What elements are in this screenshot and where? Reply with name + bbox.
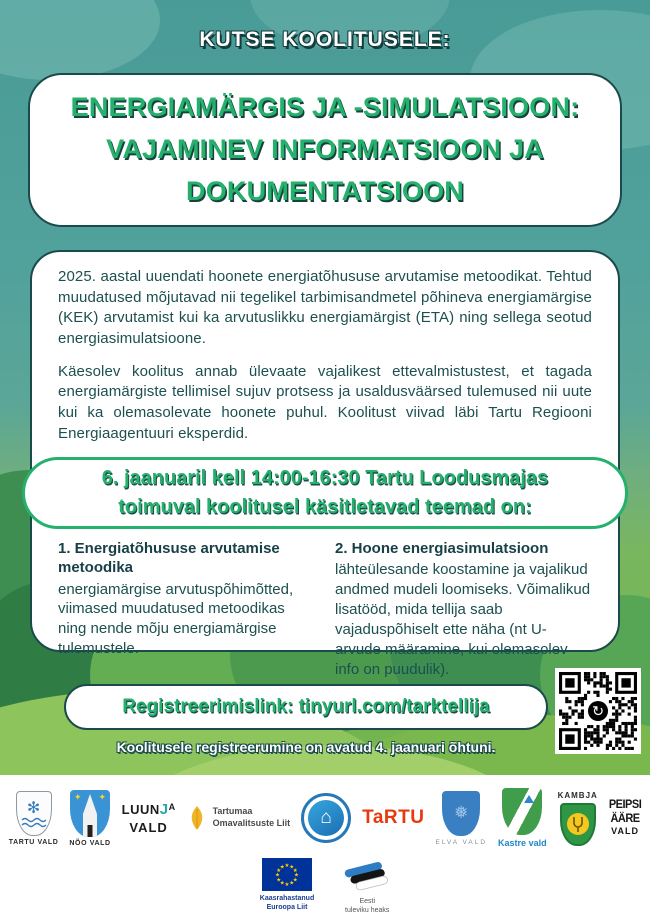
estonian-swallow-icon [344, 858, 390, 894]
qr-center-arrow-icon: ↻ [591, 704, 605, 721]
invitation-badge: KUTSE KOOLITUSELE: [199, 28, 451, 51]
svg-text:★: ★ [289, 880, 295, 887]
logo-luunja-vald [122, 802, 176, 834]
tartu-wordmark: TaRTU [362, 807, 425, 828]
logo-noo-vald [69, 790, 110, 847]
content-box [30, 250, 620, 678]
logo-caption: Kastre vald [498, 838, 547, 848]
logo-tartu-energiaagentuur [301, 793, 351, 843]
registration-deadline: Koolitusele registreerumine on avatud 4. jaanuari õhtuni. [116, 739, 496, 755]
logo-caption: NÕO VALD [69, 839, 111, 847]
leaf-icon [187, 805, 207, 831]
svg-text:★: ★ [276, 877, 282, 884]
logo-caption: TARTU VALD [8, 838, 59, 846]
svg-text:★: ★ [279, 880, 285, 887]
topics-list [58, 539, 592, 680]
star-icon: ✦ [98, 791, 107, 802]
svg-text:★: ★ [275, 872, 280, 879]
topic-item-2 [335, 539, 592, 680]
kambja-vald-crest-icon [560, 803, 596, 846]
svg-text:★: ★ [289, 864, 295, 871]
waves-icon [21, 817, 47, 829]
partner-logo-row [0, 775, 650, 848]
noo-vald-crest-icon [70, 790, 110, 837]
logo-tartumaa-omavalitsuste-liit [187, 805, 291, 831]
tartu-vald-crest-icon [16, 791, 52, 836]
logo-tartu-vald [9, 791, 59, 846]
star-icon: ✦ [74, 791, 82, 802]
svg-text:★: ★ [292, 867, 298, 874]
cornflower-icon: ✻ [26, 800, 41, 817]
funding-logo-row [0, 858, 650, 916]
registration-link-label: Registreerimislink: tinyurl.com/tarktellija [122, 696, 490, 717]
church-icon [70, 790, 110, 837]
svg-text:★: ★ [292, 877, 298, 884]
logo-eu-cofunded [260, 858, 314, 913]
tuning-fork-icon [567, 813, 589, 835]
qr-code-graphic [559, 672, 637, 750]
logo-kastre-vald [498, 788, 547, 848]
poster-title-line: ENERGIAMÄRGIS JA -SIMULATSIOON: [70, 92, 580, 123]
intro-paragraph-1: 2025. aastal uuendati hoonete energiatõhususe arvutamise metoodikat. Tehtud muudatused mõjutavad nii tegelikel tarbimisandmetel põhineva energiamärgise (KEK) arvutamist kui ka arvutuslikku energiamärgist (ETA) ning sellega seotud energiasimulatsioone. [58, 268, 592, 348]
schedule-banner [22, 457, 628, 529]
schedule-line: 6. jaanuaril kell 14:00-16:30 Tartu Loodusmajas [101, 466, 549, 489]
peipsiaare-wordmark: PEIPSI [608, 798, 642, 812]
snowflake-ornament-icon: ❅ [454, 803, 469, 822]
svg-text:★: ★ [276, 867, 282, 874]
qr-code [555, 668, 641, 754]
schedule-line: toimuval koolitusel käsitletavad teemad on: [118, 495, 532, 518]
intro-paragraph-2: Käesolev koolitus annab ülevaate vajalikest ettevalmistustest, et tagada energiamärgiste tellimisel sujuv protsess ja usaldusväärsed tulemused nii uute kui ka olemasolevate hoonete puhul. Koolitust viivad läbi Tartu Regiooni Energiaagentuuri eksperdid. [58, 362, 592, 442]
topic-body: energiamärgise arvutuspõhimõtted, viimased muudatused metoodikas ning nende mõju energiamärgise tulemustele. [58, 580, 294, 658]
tol-wordmark: Tartumaa Omavalitsuste Liit [212, 806, 291, 828]
poster-title-line: DOKUMENTATSIOON [186, 175, 464, 206]
topic-heading: 2. Hoone energiasimulatsioon [335, 539, 549, 557]
registration-block [64, 684, 548, 755]
estonia-caption: Eesti tuleviku heaks [345, 898, 390, 915]
logo-peipsiaare-vald: PEIPSI ÄÄRE VALD [608, 798, 642, 837]
logo-kambja-vald [558, 791, 598, 846]
svg-text:★: ★ [284, 863, 290, 869]
kastre-vald-crest-icon [502, 788, 542, 835]
poster-title-line: VAJAMINEV INFORMATSIOON JA [106, 134, 544, 165]
logo-caption: KAMBJA [557, 790, 598, 800]
logo-tartu-linn [362, 807, 424, 829]
logo-estonia-future [344, 858, 390, 916]
elva-vald-crest-icon [442, 791, 480, 836]
house-icon: ⌂ [308, 800, 344, 836]
svg-text:★: ★ [294, 872, 299, 879]
energy-agency-badge-icon [301, 793, 351, 843]
registration-link[interactable] [64, 684, 548, 730]
sail-icon [524, 795, 534, 803]
logo-caption: ELVA VALD [435, 838, 488, 846]
logo-elva-vald [435, 791, 487, 846]
eu-caption: Kaasrahastanud Euroopa Liit [259, 895, 315, 912]
footer-partner-bar [0, 775, 650, 919]
luunja-wordmark: $LUUNJ^A$ [121, 801, 176, 818]
svg-text:★: ★ [279, 864, 285, 871]
title-box [28, 73, 622, 227]
topic-item-1 [58, 539, 315, 680]
svg-text:★: ★ [284, 882, 290, 888]
topic-heading: 1. Energiatõhususe arvutamise metoodika [58, 539, 280, 576]
topic-body: lähteülesande koostamine ja vajalikud andmed mudeli loomiseks. Võimalikud lisatööd, mida tellija saab vajaduspõhiselt ette näha (nt U-arvude määramine, kui olemasolev info on puudulik). [335, 561, 591, 678]
logo-caption: VALD [129, 820, 168, 835]
eu-flag-icon [262, 858, 312, 891]
luunja-accent-letter: J [159, 801, 169, 818]
